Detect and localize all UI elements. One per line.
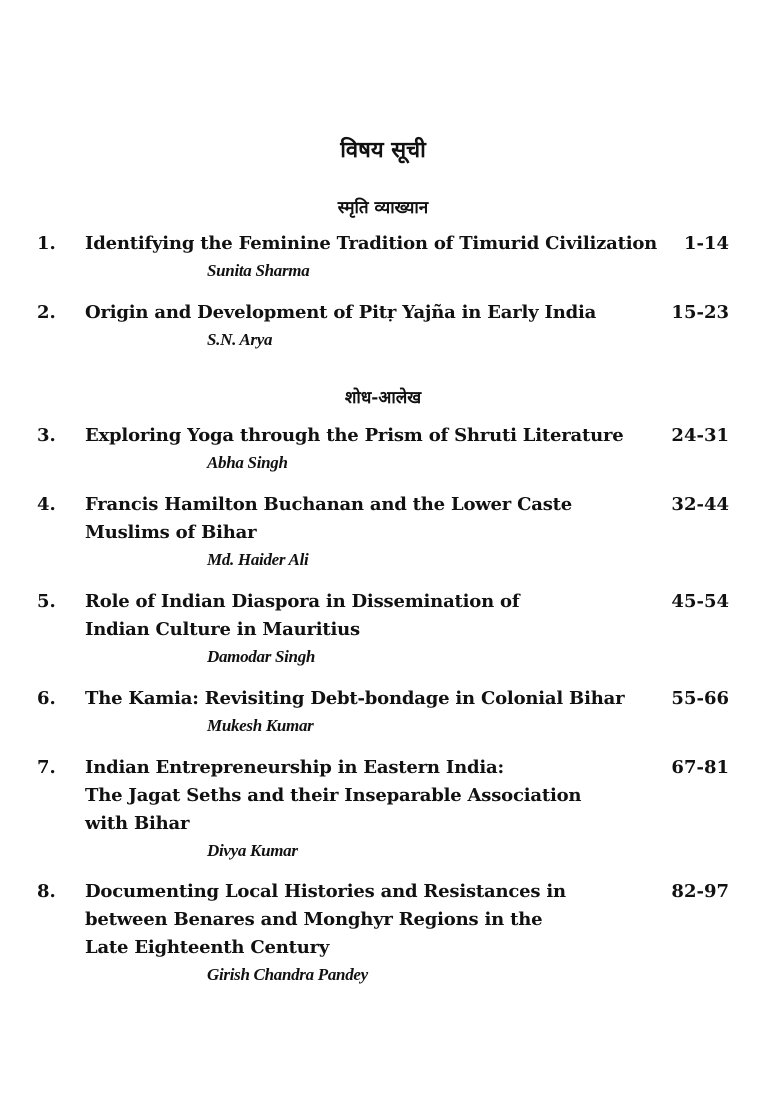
entry-author: Md. Haider Ali: [207, 550, 309, 569]
entry-title: [85, 754, 660, 838]
entry-pages: 24-31: [671, 425, 729, 446]
entry-number: 6.: [37, 688, 56, 709]
entry-pages: 82-97: [671, 881, 729, 902]
entry-title: [85, 299, 660, 327]
entry-title: [85, 230, 660, 258]
entry-title-line: Documenting Local Histories and Resistances in: [85, 881, 566, 902]
entry-author: Damodar Singh: [207, 647, 316, 666]
entry-title-line: The Kamia: Revisiting Debt-bondage in Colonial Bihar: [85, 688, 625, 709]
entry-title-line: Late Eighteenth Century: [85, 937, 330, 958]
entry-author: Mukesh Kumar: [207, 716, 314, 735]
entry-number: 5.: [37, 591, 56, 612]
section-heading-shodh-alekh: शोध-आलेख: [344, 388, 422, 408]
entry-title-line: Identifying the Feminine Tradition of Timurid Civilization: [85, 233, 658, 254]
entry-number: 7.: [37, 757, 56, 778]
entry-title-line: Indian Entrepreneurship in Eastern India:: [85, 757, 504, 778]
entry-title-line: between Benares and Monghyr Regions in the: [85, 909, 543, 930]
entry-title-line: with Bihar: [85, 813, 190, 834]
entry-number: 2.: [37, 302, 56, 323]
entry-pages: 45-54: [671, 591, 729, 612]
entry-title-line: The Jagat Seths and their Inseparable Association: [85, 785, 582, 806]
entry-title: [85, 491, 660, 547]
entry-number: 1.: [37, 233, 56, 254]
entry-title: [85, 422, 660, 450]
entry-title-line: Exploring Yoga through the Prism of Shruti Literature: [85, 425, 624, 446]
entry-number: 4.: [37, 494, 56, 515]
entry-title-line: Muslims of Bihar: [85, 522, 257, 543]
entry-number: 8.: [37, 881, 56, 902]
entry-title-line: Francis Hamilton Buchanan and the Lower Caste: [85, 494, 573, 515]
entry-pages: 15-23: [671, 302, 729, 323]
entry-title-line: Role of Indian Diaspora in Dissemination of: [85, 591, 520, 612]
entry-number: 3.: [37, 425, 56, 446]
entry-pages: 67-81: [671, 757, 729, 778]
section-heading-smriti-vyakhyan: स्मृति व्याख्यान: [337, 198, 429, 218]
entry-author: Girish Chandra Pandey: [207, 965, 368, 984]
entry-author: Abha Singh: [207, 453, 288, 472]
entry-pages: 32-44: [671, 494, 729, 515]
entry-title-line: Origin and Development of Pitṛ Yajña in Early India: [85, 302, 597, 323]
page-title: विषय सूची: [340, 137, 426, 163]
entry-author: S.N. Arya: [207, 330, 273, 349]
entry-author: Sunita Sharma: [207, 261, 310, 280]
entry-author: Divya Kumar: [207, 841, 298, 860]
entry-title: [85, 685, 660, 713]
entry-title: [85, 588, 660, 644]
entry-title: [85, 878, 660, 962]
entry-title-line: Indian Culture in Mauritius: [85, 619, 360, 640]
entry-pages: 55-66: [671, 688, 729, 709]
entry-pages: 1-14: [683, 233, 729, 254]
